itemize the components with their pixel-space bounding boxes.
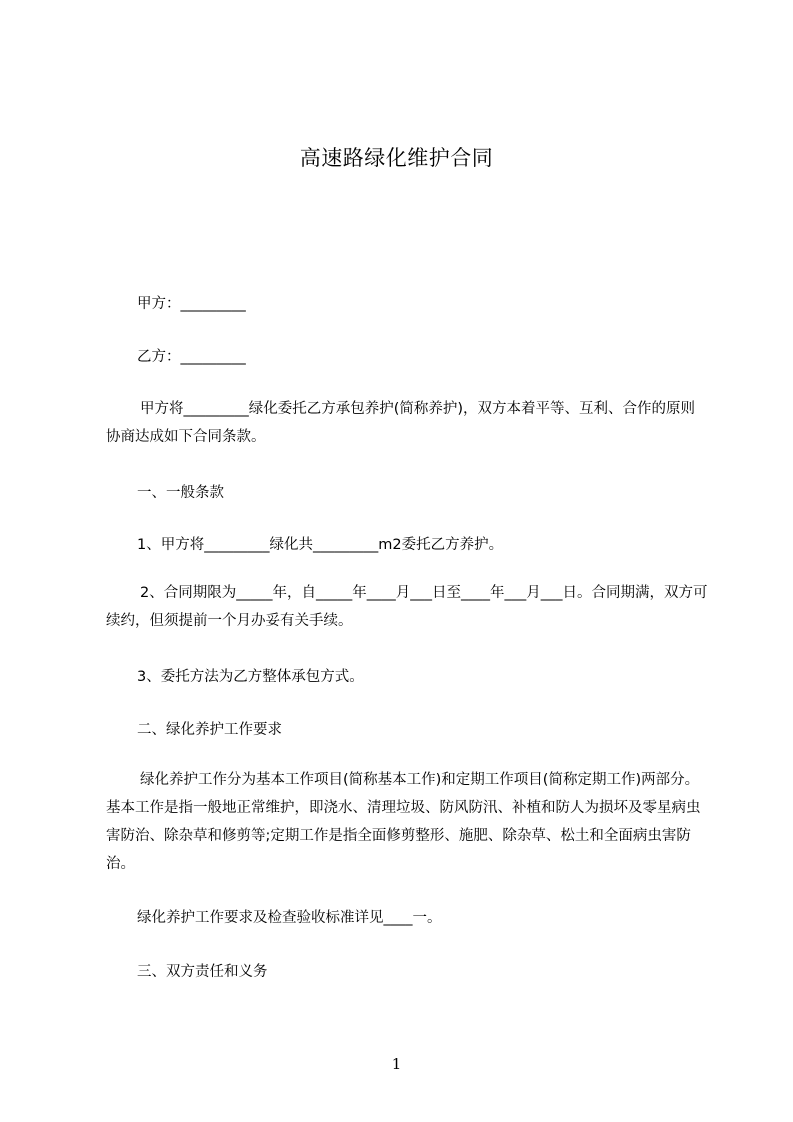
- party-a-line: 甲方：_________: [137, 296, 246, 312]
- clause-2: 2、合同期限为_____年，自_____年____月___日至____年___月___日。合同期满，双方可续约，但须提前一个月办妥有关手续。: [106, 585, 708, 629]
- page-number: 1: [391, 1055, 402, 1073]
- party-b-line: 乙方：_________: [137, 349, 246, 365]
- section-heading-responsibilities: 三、双方责任和义务: [137, 964, 268, 980]
- requirements-reference: 绿化养护工作要求及检查验收标准详见____一。: [137, 910, 442, 926]
- intro-paragraph: 甲方将_________绿化委托乙方承包养护(简称养护)，双方本着平等、互利、合作的原则协商达成如下合同条款。: [106, 401, 696, 445]
- clause-3: 3、委托方法为乙方整体承包方式。: [137, 669, 364, 685]
- section-heading-general: 一、一般条款: [137, 485, 224, 501]
- page-title: 高速路绿化维护合同: [299, 146, 494, 170]
- section-heading-requirements: 二、绿化养护工作要求: [137, 722, 282, 738]
- requirements-paragraph: 绿化养护工作分为基本工作项目(简称基本工作)和定期工作项目(简称定期工作)两部分。基本工作是指一般地正常维护，即浇水、清理垃圾、防风防汛、补植和防人为损坏及零星病虫害防治、除杂草和修剪等;定期工作是指全面修剪整形、施肥、除杂草、松土和全面病虫害防治。: [106, 772, 701, 872]
- clause-1: 1、甲方将_________绿化共_________m2委托乙方养护。: [137, 537, 504, 553]
